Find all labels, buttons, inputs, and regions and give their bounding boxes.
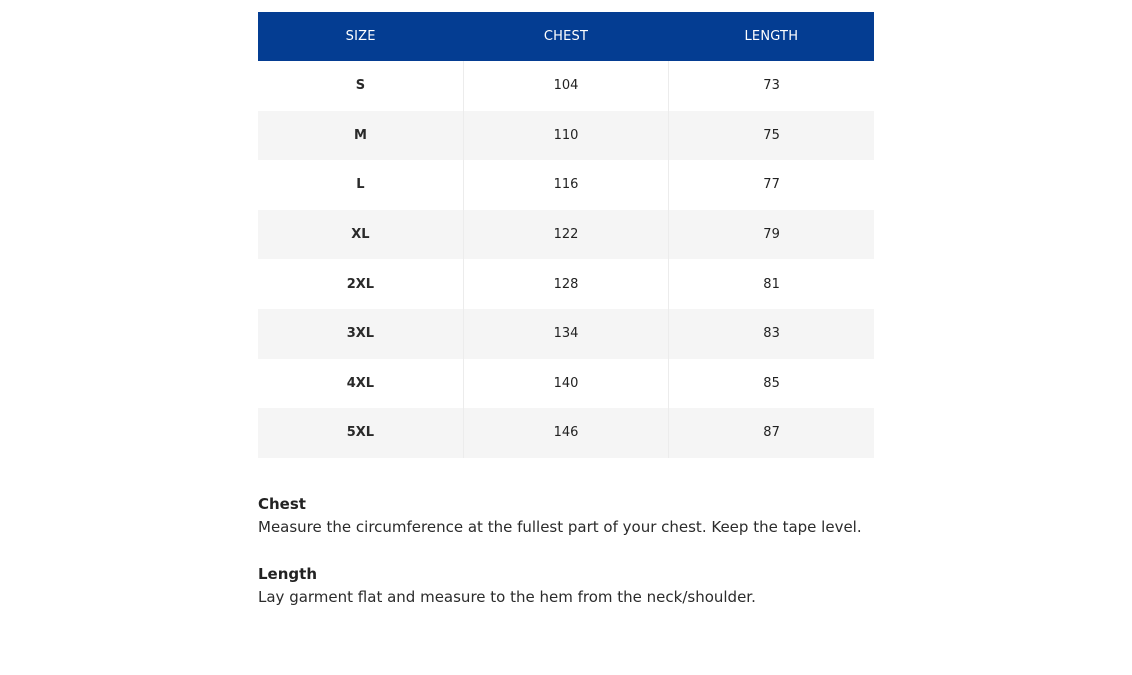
size-cell: 5XL	[258, 408, 463, 458]
chest-cell: 134	[463, 309, 668, 359]
chest-note-text: Measure the circumference at the fullest part of your chest. Keep the tape level.	[258, 518, 862, 536]
size-cell: L	[258, 160, 463, 210]
table-row	[258, 160, 874, 210]
length-cell: 87	[669, 408, 874, 458]
length-cell: 73	[669, 61, 874, 111]
table-row	[258, 309, 874, 359]
length-cell: 77	[669, 160, 874, 210]
table-row	[258, 61, 874, 111]
table-row	[258, 210, 874, 260]
length-cell: 79	[669, 210, 874, 260]
column-header-chest: CHEST	[463, 12, 668, 61]
size-cell: 2XL	[258, 259, 463, 309]
size-table	[258, 12, 874, 458]
table-row	[258, 408, 874, 458]
size-chart	[258, 12, 874, 458]
chest-note-title: Chest	[258, 495, 306, 513]
chest-note	[258, 493, 958, 539]
column-header-length: LENGTH	[669, 12, 874, 61]
chest-cell: 116	[463, 160, 668, 210]
length-cell: 75	[669, 111, 874, 161]
length-note-title: Length	[258, 565, 317, 583]
chest-cell: 104	[463, 61, 668, 111]
table-row	[258, 111, 874, 161]
chest-cell: 140	[463, 359, 668, 409]
length-note-text: Lay garment flat and measure to the hem from the neck/shoulder.	[258, 588, 756, 606]
table-header-row	[258, 12, 874, 61]
length-cell: 85	[669, 359, 874, 409]
measurement-notes	[258, 493, 958, 609]
chest-cell: 146	[463, 408, 668, 458]
chest-cell: 122	[463, 210, 668, 260]
chest-cell: 110	[463, 111, 668, 161]
size-cell: 3XL	[258, 309, 463, 359]
size-cell: 4XL	[258, 359, 463, 409]
chest-cell: 128	[463, 259, 668, 309]
length-cell: 81	[669, 259, 874, 309]
size-cell: XL	[258, 210, 463, 260]
length-cell: 83	[669, 309, 874, 359]
table-row	[258, 259, 874, 309]
column-header-size: SIZE	[258, 12, 463, 61]
size-cell: S	[258, 61, 463, 111]
size-cell: M	[258, 111, 463, 161]
length-note	[258, 563, 958, 609]
table-row	[258, 359, 874, 409]
